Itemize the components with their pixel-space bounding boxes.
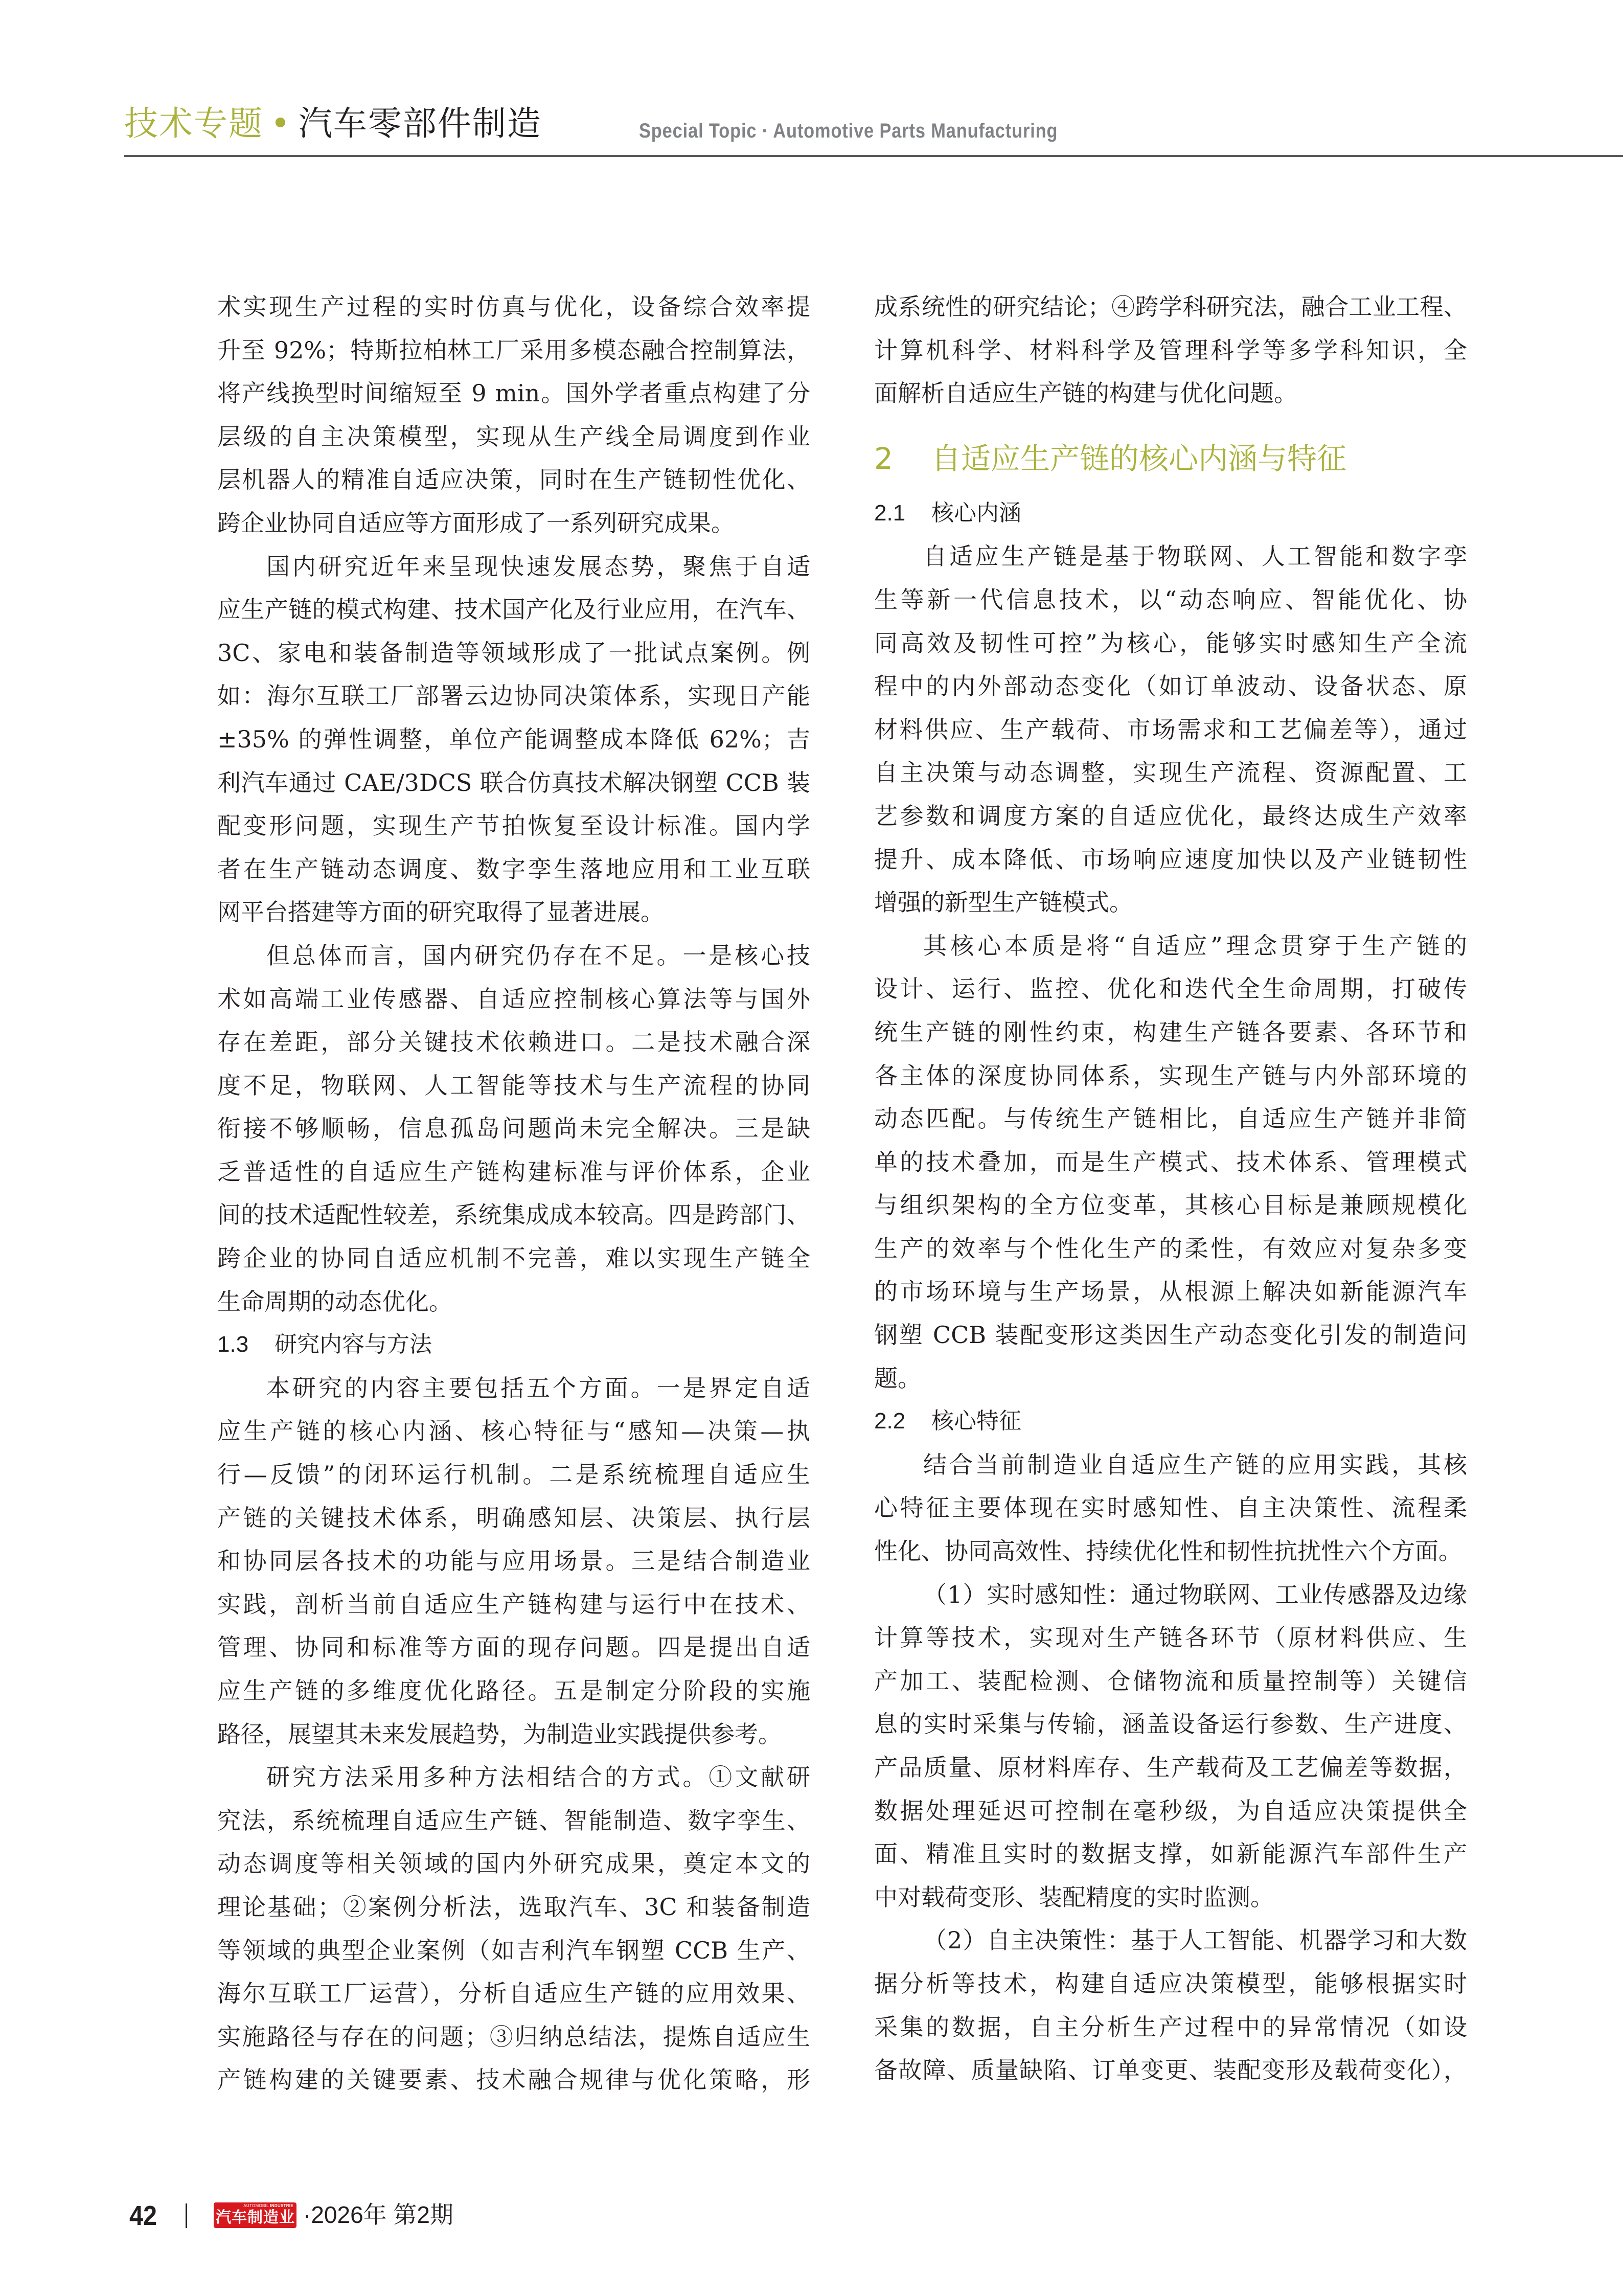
paragraph-line: 计算等技术，实现对生产链各环节（原材料供应、生: [874, 1624, 1467, 1652]
subsection-heading-1-3: [217, 1323, 810, 1367]
subsection-heading-2-2-number: 2.2: [874, 1408, 906, 1434]
paragraph-line: 行—反馈”的闭环运行机制。二是系统梳理自适应生: [217, 1461, 810, 1489]
paragraph-line: 生产的效率与个性化生产的柔性，有效应对复杂多变: [874, 1234, 1467, 1262]
paragraph-line: 自主决策与动态调整，实现生产流程、资源配置、工: [874, 759, 1467, 787]
paragraph-line: 究法，系统梳理自适应生产链、智能制造、数字孪生、: [217, 1806, 810, 1834]
paragraph-line: 应生产链的核心内涵、核心特征与“感知—决策—执: [217, 1417, 810, 1445]
paragraph-line: 动态调度等相关领域的国内外研究成果，奠定本文的: [217, 1850, 810, 1878]
paragraph-line: 钢塑 CCB 装配变形这类因生产动态变化引发的制造问: [874, 1321, 1467, 1349]
logo-en-light: AUTOMOBIL: [243, 2203, 269, 2208]
paragraph-line: 动态匹配。与传统生产链相比，自适应生产链并非简: [874, 1105, 1467, 1133]
paragraph-line: 层机器人的精准自适应决策，同时在生产链韧性优化、: [217, 466, 810, 494]
paragraph-line: （1）实时感知性：通过物联网、工业传感器及边缘: [923, 1580, 1467, 1608]
footer-divider: [186, 2203, 187, 2228]
paragraph-line: 将产线换型时间缩短至 9 min。国外学者重点构建了分: [217, 379, 810, 407]
topic-subject: 汽车零部件制造: [298, 104, 542, 143]
paragraph-line: 术实现生产过程的实时仿真与优化，设备综合效率提: [217, 293, 810, 321]
paragraph-line: 跨企业协同自适应等方面形成了一系列研究成果。: [217, 509, 735, 537]
subsection-heading-2-2-title: 核心特征: [931, 1408, 1021, 1434]
paragraph-line: 间的技术适配性较差，系统集成成本较高。四是跨部门、: [217, 1201, 810, 1229]
paragraph-line: 数据处理延迟可控制在毫秒级，为自适应决策提供全: [874, 1797, 1467, 1825]
paragraph-line: 程中的内外部动态变化（如订单波动、设备状态、原: [874, 672, 1467, 700]
paragraph-line: 生等新一代信息技术，以“动态响应、智能优化、协: [874, 585, 1467, 613]
paragraph-line: 各主体的深度协同体系，实现生产链与内外部环境的: [874, 1061, 1467, 1089]
paragraph-line: 中对载荷变形、装配精度的实时监测。: [874, 1883, 1274, 1911]
paragraph-line: 据分析等技术，构建自适应决策模型，能够根据实时: [874, 1969, 1467, 1997]
issue-info: ·2026年 第2期: [303, 2201, 454, 2228]
section-heading-2-title: 自适应生产链的核心内涵与特征: [931, 441, 1347, 476]
header-rule: [124, 155, 1623, 157]
paragraph-line: 3C、家电和装备制造等领域形成了一批试点案例。例: [217, 639, 810, 667]
paragraph-line: 衔接不够顺畅，信息孤岛问题尚未完全解决。三是缺: [217, 1115, 810, 1143]
paragraph-line: 应生产链的模式构建、技术国产化及行业应用，在汽车、: [217, 596, 810, 624]
paragraph-line: 面解析自适应生产链的构建与优化问题。: [874, 379, 1297, 407]
paragraph-line: 息的实时采集与传输，涵盖设备运行参数、生产进度、: [874, 1710, 1467, 1738]
paragraph-line: 管理、协同和标准等方面的现存问题。四是提出自适: [217, 1633, 810, 1662]
right-column: [874, 285, 1467, 2092]
paragraph-line: 单的技术叠加，而是生产模式、技术体系、管理模式: [874, 1148, 1467, 1176]
paragraph-line: 等领域的典型企业案例（如吉利汽车钢塑 CCB 生产、: [217, 1936, 810, 1964]
page-number: 42: [129, 2200, 157, 2231]
paragraph-line: 产链的关键技术体系，明确感知层、决策层、执行层: [217, 1504, 810, 1532]
logo-en-bold: INDUSTRIE: [270, 2203, 293, 2208]
paragraph-line: 艺参数和调度方案的自适应优化，最终达成生产效率: [874, 802, 1467, 830]
section-heading-2: [874, 415, 1467, 492]
english-subtitle: Special Topic · Automotive Parts Manufacturing: [639, 120, 1058, 142]
paragraph-line: 与组织架构的全方位变革，其核心目标是兼顾规模化: [874, 1191, 1467, 1219]
paragraph-line: 产链构建的关键要素、技术融合规律与优化策略，形: [217, 2066, 810, 2094]
paragraph-line: 设计、运行、监控、优化和迭代全生命周期，打破传: [874, 975, 1467, 1003]
subsection-heading-1-3-title: 研究内容与方法: [275, 1332, 432, 1357]
paragraph-line: 网平台搭建等方面的研究取得了显著进展。: [217, 898, 664, 926]
paragraph-line: 术如高端工业传感器、自适应控制核心算法等与国外: [217, 985, 810, 1013]
paragraph-line: 实践，剖析当前自适应生产链构建与运行中在技术、: [217, 1590, 810, 1618]
paragraph-line: 采集的数据，自主分析生产过程中的异常情况（如设: [874, 2013, 1467, 2041]
section-heading-2-number: 2: [874, 441, 893, 476]
section-title: [124, 102, 542, 145]
paragraph-line: 本研究的内容主要包括五个方面。一是界定自适: [266, 1374, 810, 1402]
paragraph-line: ±35% 的弹性调整，单位产能调整成本降低 62%；吉: [217, 725, 810, 753]
subsection-heading-2-1: [874, 492, 1467, 535]
subsection-heading-2-2: [874, 1400, 1467, 1443]
topic-label: 技术专题: [124, 104, 263, 143]
paragraph-line: 和协同层各技术的功能与应用场景。三是结合制造业: [217, 1547, 810, 1575]
paragraph-line: 理论基础；②案例分析法，选取汽车、3C 和装备制造: [217, 1893, 810, 1921]
paragraph-line: 成系统性的研究结论；④跨学科研究法，融合工业工程、: [874, 293, 1467, 321]
paragraph-line: 题。: [874, 1364, 921, 1392]
paragraph-line: 如：海尔互联工厂部署云边协同决策体系，实现日产能: [217, 682, 810, 710]
paragraph-line: 国内研究近年来呈现快速发展态势，聚焦于自适: [266, 552, 810, 580]
paragraph-line: 同高效及韧性可控”为核心，能够实时感知生产全流: [874, 629, 1467, 657]
paragraph-line: （2）自主决策性：基于人工智能、机器学习和大数: [923, 1926, 1467, 1954]
paragraph-line: 结合当前制造业自适应生产链的应用实践，其核: [923, 1450, 1467, 1479]
paragraph-line: 升至 92%；特斯拉柏林工厂采用多模态融合控制算法，: [217, 336, 810, 364]
paragraph-line: 路径，展望其未来发展趋势，为制造业实践提供参考。: [217, 1720, 782, 1748]
paragraph-line: 研究方法采用多种方法相结合的方式。①文献研: [266, 1763, 810, 1791]
paragraph-line: 材料供应、生产载荷、市场需求和工艺偏差等），通过: [874, 715, 1467, 743]
paragraph-line: 提升、成本降低、市场响应速度加快以及产业链韧性: [874, 845, 1467, 873]
subsection-heading-2-1-title: 核心内涵: [931, 500, 1021, 526]
paragraph-line: 自适应生产链是基于物联网、人工智能和数字孪: [923, 542, 1467, 571]
paragraph-line: 产品质量、原材料库存、生产载荷及工艺偏差等数据，: [874, 1754, 1467, 1781]
subsection-heading-1-3-number: 1.3: [217, 1332, 249, 1357]
subsection-heading-2-1-number: 2.1: [874, 500, 906, 526]
paragraph-line: 心特征主要体现在实时感知性、自主决策性、流程柔: [874, 1494, 1467, 1522]
paragraph-line: 度不足，物联网、人工智能等技术与生产流程的协同: [217, 1071, 810, 1099]
left-column: [217, 285, 810, 2102]
paragraph-line: 其核心本质是将“自适应”理念贯穿于生产链的: [923, 931, 1467, 960]
paragraph-line: 的市场环境与生产场景，从根源上解决如新能源汽车: [874, 1278, 1467, 1306]
paragraph-line: 产加工、装配检测、仓储物流和质量控制等）关键信: [874, 1667, 1467, 1695]
paragraph-line: 生命周期的动态优化。: [217, 1287, 452, 1315]
paragraph-line: 者在生产链动态调度、数字孪生落地应用和工业互联: [217, 855, 810, 883]
paragraph-line: 乏普适性的自适应生产链构建标准与评价体系，企业: [217, 1157, 810, 1186]
paragraph-line: 海尔互联工厂运营），分析自适应生产链的应用效果、: [217, 1980, 810, 2008]
paragraph-line: 性化、协同高效性、持续优化性和韧性抗扰性六个方面。: [874, 1537, 1462, 1565]
logo-chinese-text: 汽车制造业: [216, 2209, 295, 2226]
paragraph-line: 跨企业的协同自适应机制不完善，难以实现生产链全: [217, 1244, 810, 1272]
paragraph-line: 增强的新型生产链模式。: [874, 889, 1133, 917]
paragraph-line: 统生产链的刚性约束，构建生产链各要素、各环节和: [874, 1018, 1467, 1046]
paragraph-line: 但总体而言，国内研究仍存在不足。一是核心技: [266, 941, 810, 969]
logo-english-text: [243, 2203, 293, 2209]
paragraph-line: 存在差距，部分关键技术依赖进口。二是技术融合深: [217, 1028, 810, 1056]
paragraph-line: 层级的自主决策模型，实现从生产线全局调度到作业: [217, 422, 810, 450]
title-separator-dot: •: [270, 104, 291, 143]
paragraph-line: 应生产链的多维度优化路径。五是制定分阶段的实施: [217, 1677, 810, 1704]
paragraph-line: 面、精准且实时的数据支撑，如新能源汽车部件生产: [874, 1840, 1467, 1868]
paragraph-line: 利汽车通过 CAE/3DCS 联合仿真技术解决钢塑 CCB 装: [217, 768, 810, 797]
magazine-logo: [214, 2202, 296, 2228]
paragraph-line: 计算机科学、材料科学及管理科学等多学科知识，全: [874, 336, 1467, 364]
paragraph-line: 实施路径与存在的问题；③归纳总结法，提炼自适应生: [217, 2022, 810, 2051]
paragraph-line: 备故障、质量缺陷、订单变更、装配变形及载荷变化），: [874, 2056, 1467, 2084]
paragraph-line: 配变形问题，实现生产节拍恢复至设计标准。国内学: [217, 812, 810, 840]
